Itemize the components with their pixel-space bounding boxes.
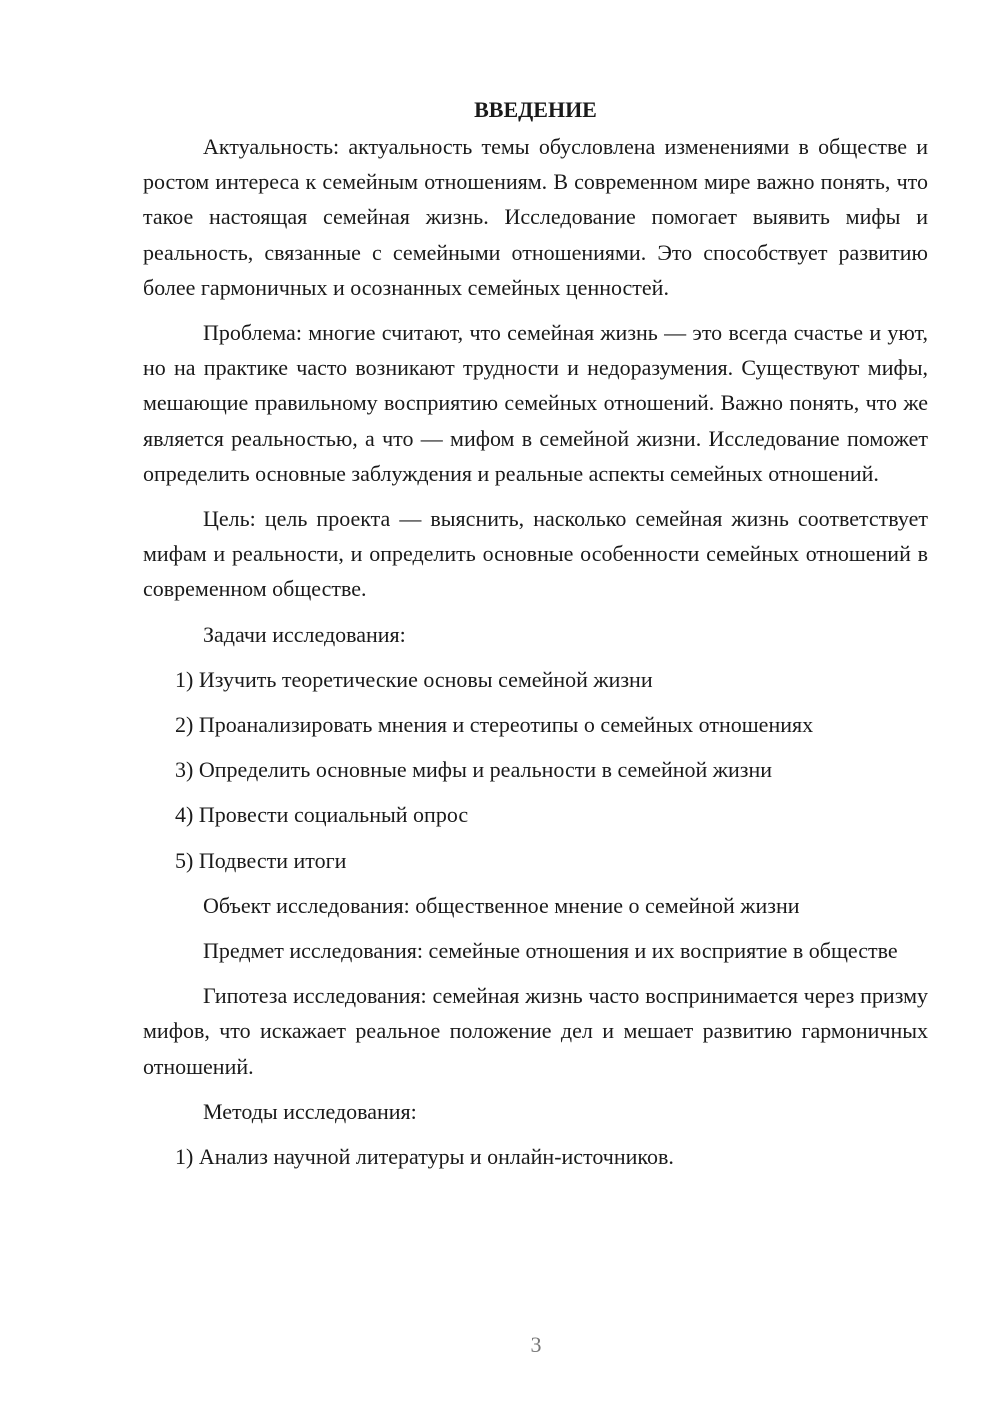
goal-paragraph: Цель: цель проекта — выяснить, насколько семейная жизнь соответствует мифам и реальности, и определить основные особенности семейных отношений в современном обществе. xyxy=(143,506,928,602)
subject-paragraph: Предмет исследования: семейные отношения и их восприятие в обществе xyxy=(203,938,898,964)
task-item: 5) Подвести итоги xyxy=(175,847,347,873)
task-item: 3) Определить основные мифы и реальности в семейной жизни xyxy=(175,757,772,783)
task-item: 4) Провести социальный опрос xyxy=(175,802,469,828)
methods-list xyxy=(143,1139,928,1174)
task-item: 1) Изучить теоретические основы семейной жизни xyxy=(175,666,653,692)
hypothesis-paragraph: Гипотеза исследования: семейная жизнь часто воспринимается через призму мифов, что искажает реальное положение дел и мешает развитию гармоничных отношений. xyxy=(143,983,928,1079)
document-page xyxy=(143,92,928,1184)
task-item: 2) Проанализировать мнения и стереотипы о семейных отношениях xyxy=(175,712,814,738)
object-line: Объект исследования: общественное мнение о семейной жизни xyxy=(203,892,800,918)
section-heading: ВВЕДЕНИЕ xyxy=(474,97,597,122)
problem-paragraph: Проблема: многие считают, что семейная жизнь — это всегда счастье и уют, но на практике часто возникают трудности и недоразумения. Существуют мифы, мешающие правильному восприятию семейных отношений. Важно понять, что же является реальностью, а что — мифом в семейной жизни. Исследование поможет определить основные заблуждения и реальные аспекты семейных отношений. xyxy=(143,320,928,486)
relevance-paragraph: Актуальность: актуальность темы обусловлена изменениями в обществе и ростом интереса к семейным отношениям. В современном мире важно понять, что такое настоящая семейная жизнь. Исследование помогает выявить мифы и реальность, связанные с семейными отношениями. Это способствует развитию более гармоничных и осознанных семейных ценностей. xyxy=(143,134,928,300)
tasks-list xyxy=(143,662,928,878)
tasks-label: Задачи исследования: xyxy=(203,621,406,647)
page-number: 3 xyxy=(530,1332,542,1357)
method-item: 1) Анализ научной литературы и онлайн-источников. xyxy=(175,1144,674,1170)
methods-label: Методы исследования: xyxy=(203,1098,417,1124)
